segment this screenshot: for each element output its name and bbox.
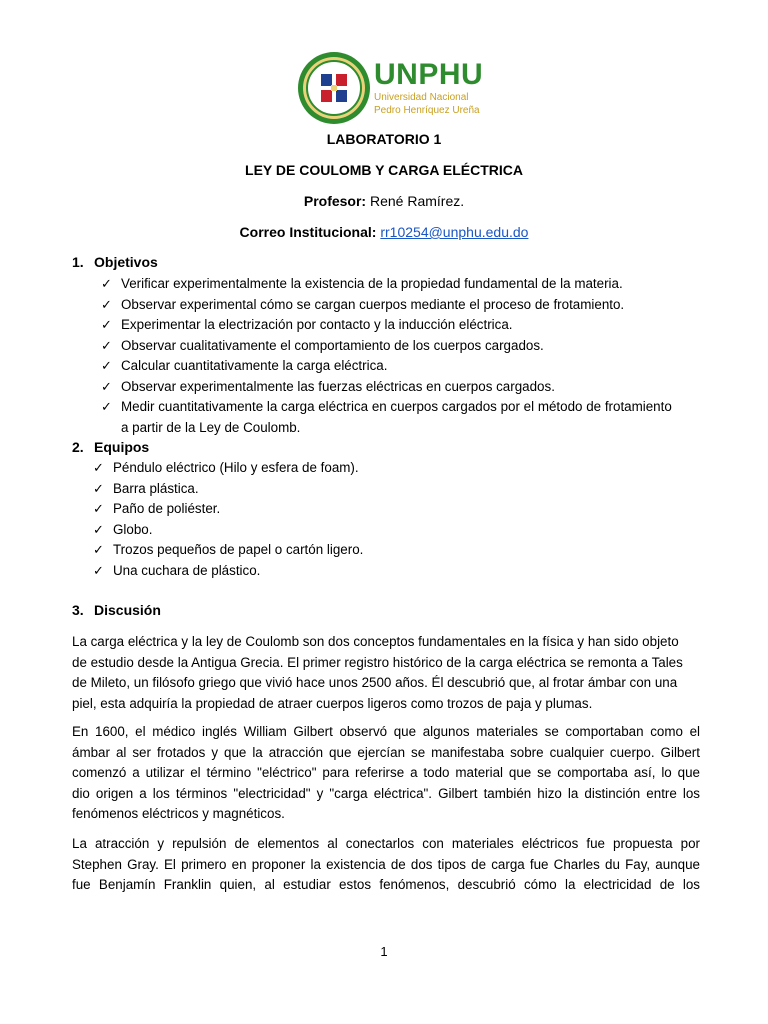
list-item: ✓ Péndulo eléctrico (Hilo y esfera de foam). [93,458,363,479]
paragraph-line: fue Benjamín Franklin quien, al estudiar estos fenómenos, descubrió cómo la electricidad de los [72,877,700,893]
checkmark-icon: ✓ [93,521,104,537]
checkmark-icon: ✓ [101,276,112,291]
list-item: ✓ Experimentar la electrización por contacto y la inducción eléctrica. [101,315,672,336]
list-item: ✓ Una cuchara de plástico. [93,561,363,582]
checkmark-icon: ✓ [93,501,104,516]
list-item: ✓ Observar experimentalmente las fuerzas eléctricas en cuerpos cargados. [101,377,672,398]
paragraph-line: de estudio desde la Antigua Grecia. El primer registro histórico de la carga eléctrica se remonta a Tales [72,654,683,670]
checkmark-icon: ✓ [101,358,112,373]
checkmark-icon: ✓ [101,337,112,353]
list-item: ✓ Medir cuantitativamente la carga eléctrica en cuerpos cargados por el método de frotamiento [101,397,672,418]
section-discussion-heading [72,602,161,618]
list-item: ✓ Observar experimental cómo se cargan cuerpos mediante el proceso de frotamiento. [101,295,672,316]
professor-line [0,193,768,209]
section-objectives-heading [72,254,158,270]
checkmark-icon: ✓ [93,542,104,557]
checkmark-icon: ✓ [93,562,104,578]
list-item: ✓ Calcular cuantitativamente la carga eléctrica. [101,356,672,377]
paragraph-line: La atracción y repulsión de elementos al conectarlos con materiales eléctricos fue propuesta por [72,836,700,851]
list-item: ✓ Paño de poliéster. [93,499,363,520]
paragraph-line: dio origen a los términos "electricidad" y "carga eléctrica". Gilbert también hizo la distinción entre los [72,785,700,801]
section-title: Discusión [94,602,161,618]
checkmark-icon: ✓ [93,460,104,475]
section-number: 3. [72,602,84,618]
checkmark-icon: ✓ [101,378,112,394]
list-item: ✓ Trozos pequeños de papel o cartón ligero. [93,540,363,561]
email-line [0,224,768,240]
brand-subtitle-2: Pedro Henríquez Ureña [374,105,480,116]
section-number: 1. [72,254,84,270]
list-item-continuation: a partir de la Ley de Coulomb. [121,419,301,435]
section-equipment-heading [72,439,149,455]
checkmark-icon: ✓ [101,399,112,414]
email-link[interactable]: rr10254@unphu.edu.do [380,224,529,240]
professor-label: Profesor: [303,193,367,209]
list-item: ✓ Globo. [93,520,363,541]
checkmark-icon: ✓ [101,317,112,332]
page-number: 1 [380,944,388,959]
brand-name: UNPHU [374,58,484,91]
paragraph-line: ámbar al ser frotados y que la atracción que ejercían se manifestaba sobre cualquier cuerpo. Gilbert [72,744,700,760]
paragraph-line: piel, esta adquiría la propiedad de atraer cuerpos ligeros como trozos de paja y plumas. [72,695,593,711]
checkmark-icon: ✓ [93,480,104,496]
discussion-paragraph-3 [72,834,700,896]
lab-title: LABORATORIO 1 [326,131,442,147]
section-title: Equipos [94,439,150,455]
list-item: ✓ Observar cualitativamente el comportamiento de los cuerpos cargados. [101,336,672,357]
paragraph-line: comenzó a utilizar el término "eléctrico" para referirse a todo material que se comportaba así, lo que [72,765,700,781]
brand-subtitle-1: Universidad Nacional [374,92,469,103]
discussion-paragraph-1 [72,632,700,714]
unphu-logo [296,50,486,136]
topic-title: LEY DE COULOMB Y CARGA ELÉCTRICA [245,162,523,178]
email-label: Correo Institucional: [239,224,377,240]
paragraph-line: Stephen Gray. El primero en proponer la existencia de dos tipos de carga fue Charles du Fay, aunque [72,856,700,872]
section-title: Objetivos [94,254,158,270]
professor-name: René Ramírez. [369,193,465,209]
objectives-list [101,274,672,438]
paragraph-line: En 1600, el médico inglés William Gilbert observó que algunos materiales se comportaban como el [72,724,700,739]
paragraph-line: La carga eléctrica y la ley de Coulomb son dos conceptos fundamentales en la física y han sido objeto [72,634,679,649]
brand-block [374,60,483,116]
paragraph-line: de Mileto, un filósofo griego que vivió hace unos 2500 años. Él descubrió que, al frotar ámbar con una [72,675,678,691]
university-seal-icon [296,50,372,126]
equipment-list [93,458,363,581]
paragraph-line: fenómenos eléctricos y magnéticos. [72,806,285,822]
discussion-paragraph-2 [72,722,700,825]
section-number: 2. [72,439,84,455]
checkmark-icon: ✓ [101,296,112,312]
list-item: ✓ Verificar experimentalmente la existencia de la propiedad fundamental de la materia. [101,274,672,295]
list-item: ✓ Barra plástica. [93,479,363,500]
